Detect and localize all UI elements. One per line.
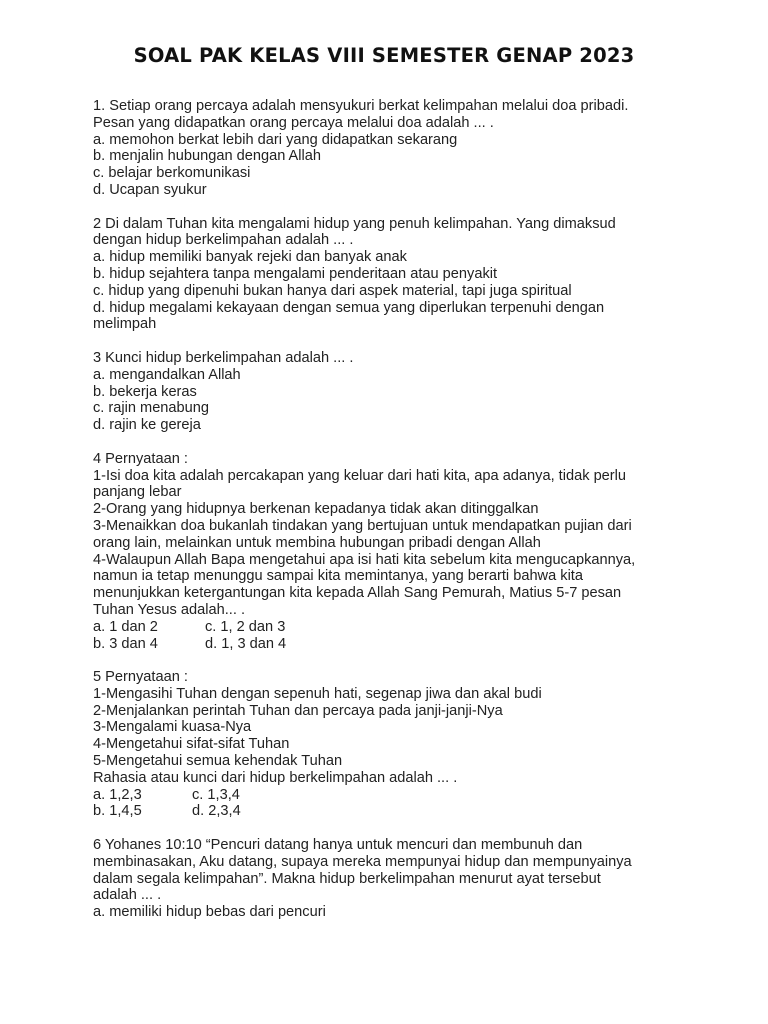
answer-row xyxy=(93,803,733,820)
statement-line: 2-Menjalankan perintah Tuhan dan percaya pada janji-janji-Nya xyxy=(93,702,503,719)
statement-line: menunjukkan ketergantungan kita kepada Allah Sang Pemurah, Matius 5-7 pesan xyxy=(93,585,622,602)
statement-line: 4-Mengetahui sifat-sifat Tuhan xyxy=(93,736,290,753)
answer-option-b: b. menjalin hubungan dengan Allah xyxy=(93,148,322,165)
question-list xyxy=(93,98,733,938)
statement-line: 2-Orang yang hidupnya berkenan kepadanya tidak akan ditinggalkan xyxy=(93,501,539,518)
statement-line: 3-Mengalami kuasa-Nya xyxy=(93,719,252,736)
answer-option-b: b. 3 dan 4 xyxy=(93,635,158,652)
answer-option-d: d. 1, 3 dan 4 xyxy=(205,635,287,652)
question-2 xyxy=(93,216,733,334)
answer-option-b: b. hidup sejahtera tanpa mengalami penderitaan atau penyakit xyxy=(93,265,498,282)
question-text: adalah ... . xyxy=(93,887,162,904)
answer-option-d: d. hidup megalami kekayaan dengan semua yang diperlukan terpenuhi dengan xyxy=(93,299,605,316)
answer-option-a: a. memohon berkat lebih dari yang didapatkan sekarang xyxy=(93,131,458,148)
statement-line: namun ia tetap menunggu sampai kita memintanya, yang berarti bahwa kita xyxy=(93,568,583,585)
question-text: 3 Kunci hidup berkelimpahan adalah ... . xyxy=(93,349,354,366)
answer-option-a: a. 1 dan 2 xyxy=(93,618,158,635)
statement-line: orang lain, melainkan untuk membina hubungan pribadi dengan Allah xyxy=(93,534,541,551)
answer-option-b: b. bekerja keras xyxy=(93,383,197,400)
answer-option-c: c. 1,3,4 xyxy=(192,786,240,803)
statement-line: panjang lebar xyxy=(93,484,182,501)
answer-option-d: d. Ucapan syukur xyxy=(93,181,207,198)
question-6 xyxy=(93,837,733,921)
answer-option-d: d. 2,3,4 xyxy=(192,803,241,820)
question-text: dalam segala kelimpahan”. Makna hidup berkelimpahan menurut ayat tersebut xyxy=(93,870,601,887)
answer-row xyxy=(93,787,733,804)
question-4 xyxy=(93,451,733,653)
question-3 xyxy=(93,350,733,434)
answer-option-a: a. 1,2,3 xyxy=(93,786,142,803)
document-title: SOAL PAK KELAS VIII SEMESTER GENAP 2023 xyxy=(133,44,635,67)
answer-option-a: a. hidup memiliki banyak rejeki dan banyak anak xyxy=(93,249,407,266)
statement-line: 1-Mengasihi Tuhan dengan sepenuh hati, segenap jiwa dan akal budi xyxy=(93,685,542,702)
question-text: 4 Pernyataan : xyxy=(93,450,188,467)
question-text: 2 Di dalam Tuhan kita mengalami hidup yang penuh kelimpahan. Yang dimaksud xyxy=(93,215,616,232)
question-text: 1. Setiap orang percaya adalah mensyukuri berkat kelimpahan melalui doa pribadi. xyxy=(93,98,629,114)
answer-option-a: a. mengandalkan Allah xyxy=(93,366,241,383)
answer-option-a: a. memiliki hidup bebas dari pencuri xyxy=(93,904,326,921)
answer-row xyxy=(93,636,733,653)
statement-line: 4-Walaupun Allah Bapa mengetahui apa isi hati kita sebelum kita mengucapkannya, xyxy=(93,551,636,568)
question-text: dengan hidup berkelimpahan adalah ... . xyxy=(93,232,354,249)
answer-option-b: b. 1,4,5 xyxy=(93,803,142,820)
question-1 xyxy=(93,98,733,199)
question-text: Rahasia atau kunci dari hidup berkelimpahan adalah ... . xyxy=(93,769,458,786)
answer-option-c: c. belajar berkomunikasi xyxy=(93,165,251,182)
answer-option-d-continued: melimpah xyxy=(93,316,157,333)
question-text: Tuhan Yesus adalah... . xyxy=(93,601,246,618)
answer-option-c: c. rajin menabung xyxy=(93,400,210,417)
question-text: Pesan yang didapatkan orang percaya melalui doa adalah ... . xyxy=(93,114,494,131)
question-5 xyxy=(93,669,733,820)
answer-row xyxy=(93,619,733,636)
statement-line: 3-Menaikkan doa bukanlah tindakan yang bertujuan untuk mendapatkan pujian dari xyxy=(93,517,632,534)
answer-option-c: c. hidup yang dipenuhi bukan hanya dari aspek material, tapi juga spiritual xyxy=(93,282,572,299)
question-text: 5 Pernyataan : xyxy=(93,669,188,686)
answer-option-d: d. rajin ke gereja xyxy=(93,417,201,434)
statement-line: 5-Mengetahui semua kehendak Tuhan xyxy=(93,753,343,770)
answer-option-c: c. 1, 2 dan 3 xyxy=(205,618,286,635)
question-text: membinasakan, Aku datang, supaya mereka mempunyai hidup dan mempunyainya xyxy=(93,853,632,870)
question-text: 6 Yohanes 10:10 “Pencuri datang hanya untuk mencuri dan membunuh dan xyxy=(93,837,583,854)
statement-line: 1-Isi doa kita adalah percakapan yang keluar dari hati kita, apa adanya, tidak perlu xyxy=(93,467,627,484)
